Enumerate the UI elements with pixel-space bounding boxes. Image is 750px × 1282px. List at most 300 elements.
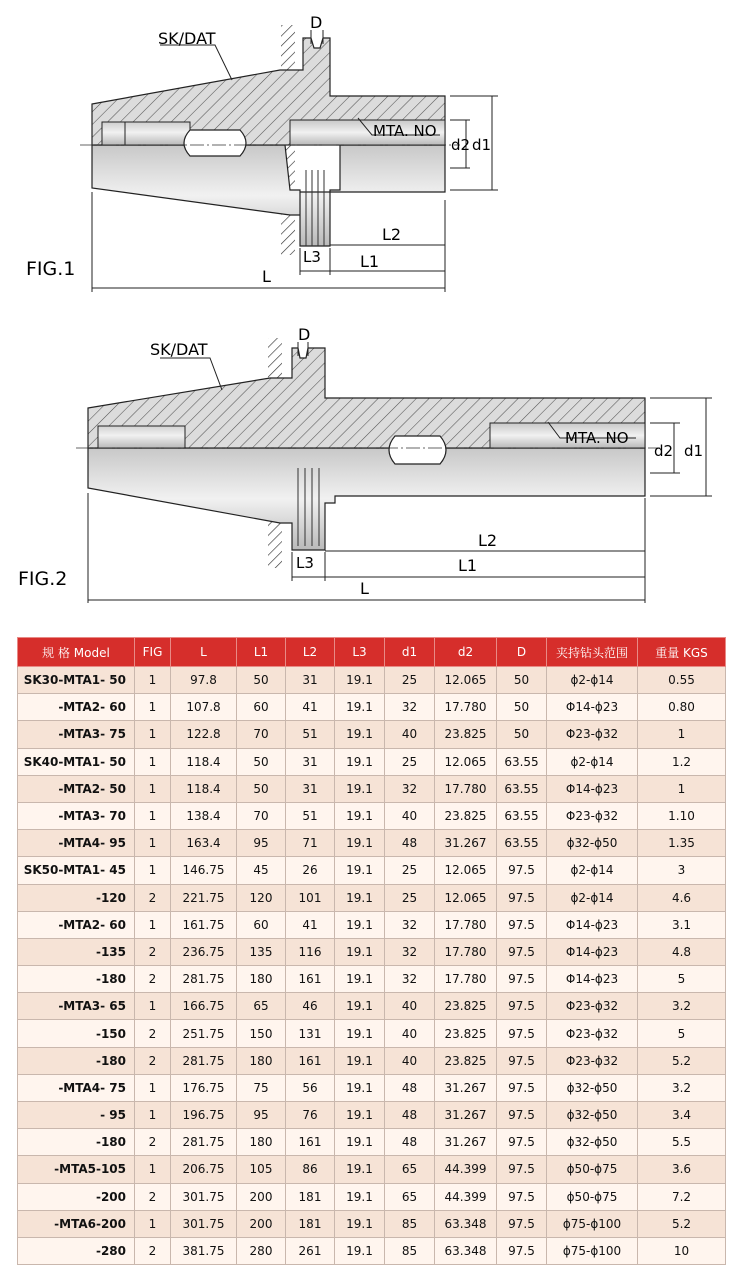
- cell-fig: 1: [135, 1102, 171, 1129]
- cell-d2: 17.780: [435, 694, 497, 721]
- cell-d2: 31.267: [435, 1129, 497, 1156]
- cell-d: 97.5: [497, 1156, 547, 1183]
- cell-model: -MTA2- 50: [18, 775, 135, 802]
- cell-l3: 19.1: [335, 1020, 385, 1047]
- cell-fig: 2: [135, 1183, 171, 1210]
- figure-1: [0, 0, 750, 310]
- cell-drill-range: ϕ32-ϕ50: [547, 1102, 638, 1129]
- cell-model: -MTA3- 70: [18, 802, 135, 829]
- cell-l2: 41: [286, 694, 335, 721]
- cell-d: 97.5: [497, 1210, 547, 1237]
- cell-l3: 19.1: [335, 1156, 385, 1183]
- cell-l1: 200: [237, 1183, 286, 1210]
- cell-model: SK40-MTA1- 50: [18, 748, 135, 775]
- cell-fig: 1: [135, 911, 171, 938]
- cell-l: 97.8: [171, 667, 237, 694]
- header-drill-range: 夹持钻头范围: [547, 638, 638, 667]
- cell-model: -200: [18, 1183, 135, 1210]
- cell-weight: 5.5: [638, 1129, 726, 1156]
- cell-weight: 1.35: [638, 830, 726, 857]
- cell-fig: 1: [135, 748, 171, 775]
- cell-l1: 70: [237, 802, 286, 829]
- cell-l2: 41: [286, 911, 335, 938]
- cell-l3: 19.1: [335, 775, 385, 802]
- l3-label: L3: [296, 554, 314, 572]
- cell-weight: 3.2: [638, 1074, 726, 1101]
- cell-d2: 44.399: [435, 1183, 497, 1210]
- cell-drill-range: ϕ75-ϕ100: [547, 1237, 638, 1264]
- table-row: [18, 1210, 726, 1237]
- cell-l: 236.75: [171, 938, 237, 965]
- cell-d2: 17.780: [435, 966, 497, 993]
- cell-d: 97.5: [497, 1237, 547, 1264]
- cell-fig: 2: [135, 966, 171, 993]
- cell-d: 97.5: [497, 911, 547, 938]
- cell-fig: 2: [135, 884, 171, 911]
- table-row: [18, 966, 726, 993]
- l1-label: L1: [458, 556, 478, 575]
- cell-d1: 25: [385, 748, 435, 775]
- cell-d1: 25: [385, 884, 435, 911]
- cell-drill-range: Φ14-ϕ23: [547, 966, 638, 993]
- cell-model: -MTA2- 60: [18, 694, 135, 721]
- cell-l: 138.4: [171, 802, 237, 829]
- table-row: [18, 1129, 726, 1156]
- cell-fig: 1: [135, 993, 171, 1020]
- cell-model: SK50-MTA1- 45: [18, 857, 135, 884]
- cell-l2: 31: [286, 748, 335, 775]
- cell-l2: 116: [286, 938, 335, 965]
- cell-drill-range: Φ14-ϕ23: [547, 694, 638, 721]
- table-row: [18, 911, 726, 938]
- cell-d: 97.5: [497, 1020, 547, 1047]
- cell-l: 281.75: [171, 1047, 237, 1074]
- lower-body: [88, 448, 645, 550]
- cell-d: 97.5: [497, 857, 547, 884]
- table-row: [18, 857, 726, 884]
- cell-model: -MTA6-200: [18, 1210, 135, 1237]
- cell-d2: 23.825: [435, 993, 497, 1020]
- header-d: D: [497, 638, 547, 667]
- cell-l1: 60: [237, 911, 286, 938]
- cell-d: 50: [497, 667, 547, 694]
- cell-l3: 19.1: [335, 1129, 385, 1156]
- mta-label: MTA. NO: [373, 122, 437, 140]
- header-weight: 重量 KGS: [638, 638, 726, 667]
- cell-l3: 19.1: [335, 694, 385, 721]
- cell-l2: 31: [286, 667, 335, 694]
- cell-l1: 70: [237, 721, 286, 748]
- cell-l1: 65: [237, 993, 286, 1020]
- cell-drill-range: ϕ32-ϕ50: [547, 1074, 638, 1101]
- cell-l3: 19.1: [335, 830, 385, 857]
- cell-l: 281.75: [171, 1129, 237, 1156]
- header-d1: d1: [385, 638, 435, 667]
- cell-l3: 19.1: [335, 1210, 385, 1237]
- cell-fig: 1: [135, 775, 171, 802]
- cell-weight: 5.2: [638, 1210, 726, 1237]
- cell-fig: 1: [135, 830, 171, 857]
- cell-l2: 181: [286, 1210, 335, 1237]
- cell-d2: 12.065: [435, 857, 497, 884]
- cell-model: -180: [18, 966, 135, 993]
- cell-l: 122.8: [171, 721, 237, 748]
- cell-drill-range: Φ14-ϕ23: [547, 911, 638, 938]
- cell-l3: 19.1: [335, 911, 385, 938]
- sk-leader: [160, 45, 232, 80]
- cell-d1: 40: [385, 802, 435, 829]
- cell-l: 221.75: [171, 884, 237, 911]
- cell-model: - 95: [18, 1102, 135, 1129]
- cell-drill-range: ϕ2-ϕ14: [547, 748, 638, 775]
- cell-d1: 65: [385, 1156, 435, 1183]
- cell-l1: 280: [237, 1237, 286, 1264]
- cell-weight: 1.10: [638, 802, 726, 829]
- cell-l3: 19.1: [335, 993, 385, 1020]
- cell-weight: 4.6: [638, 884, 726, 911]
- cell-fig: 2: [135, 1020, 171, 1047]
- cell-d1: 40: [385, 721, 435, 748]
- cell-drill-range: Φ23-ϕ32: [547, 993, 638, 1020]
- cell-l1: 180: [237, 966, 286, 993]
- cell-l2: 76: [286, 1102, 335, 1129]
- cell-l: 281.75: [171, 966, 237, 993]
- cell-l3: 19.1: [335, 1102, 385, 1129]
- cell-d: 97.5: [497, 1129, 547, 1156]
- cell-l: 161.75: [171, 911, 237, 938]
- cell-d2: 23.825: [435, 1020, 497, 1047]
- cell-weight: 3.6: [638, 1156, 726, 1183]
- cell-d2: 44.399: [435, 1156, 497, 1183]
- cell-l1: 95: [237, 1102, 286, 1129]
- cell-l: 206.75: [171, 1156, 237, 1183]
- cell-d2: 17.780: [435, 911, 497, 938]
- cell-l3: 19.1: [335, 966, 385, 993]
- cell-d: 50: [497, 721, 547, 748]
- d-label: D: [298, 325, 311, 344]
- cell-drill-range: Φ23-ϕ32: [547, 802, 638, 829]
- cell-drill-range: ϕ2-ϕ14: [547, 884, 638, 911]
- table-row: [18, 1183, 726, 1210]
- cell-d1: 32: [385, 938, 435, 965]
- table-row: [18, 775, 726, 802]
- cell-l2: 71: [286, 830, 335, 857]
- cell-drill-range: Φ23-ϕ32: [547, 1047, 638, 1074]
- cell-d2: 17.780: [435, 775, 497, 802]
- cell-fig: 1: [135, 721, 171, 748]
- cell-l3: 19.1: [335, 1183, 385, 1210]
- header-l: L: [171, 638, 237, 667]
- cell-drill-range: Φ23-ϕ32: [547, 721, 638, 748]
- cell-l: 251.75: [171, 1020, 237, 1047]
- cell-l1: 200: [237, 1210, 286, 1237]
- cell-weight: 5: [638, 966, 726, 993]
- cell-d2: 31.267: [435, 1074, 497, 1101]
- cell-d: 50: [497, 694, 547, 721]
- cell-model: -MTA3- 75: [18, 721, 135, 748]
- cell-model: -280: [18, 1237, 135, 1264]
- cell-l2: 51: [286, 802, 335, 829]
- cell-fig: 1: [135, 1156, 171, 1183]
- cell-d1: 40: [385, 993, 435, 1020]
- cell-l: 301.75: [171, 1183, 237, 1210]
- cell-d2: 12.065: [435, 884, 497, 911]
- table-body: [18, 667, 726, 1265]
- d2-label: d2: [451, 136, 471, 154]
- figure-2: [0, 318, 750, 618]
- cell-d1: 25: [385, 857, 435, 884]
- cell-l1: 50: [237, 748, 286, 775]
- table-row: [18, 830, 726, 857]
- table-row: [18, 1237, 726, 1264]
- figure-2-drawing: [0, 318, 750, 618]
- cell-l: 176.75: [171, 1074, 237, 1101]
- cell-weight: 4.8: [638, 938, 726, 965]
- cell-l1: 120: [237, 884, 286, 911]
- cell-l3: 19.1: [335, 938, 385, 965]
- cell-d: 63.55: [497, 802, 547, 829]
- table-row: [18, 884, 726, 911]
- cell-model: -MTA3- 65: [18, 993, 135, 1020]
- cell-d1: 48: [385, 830, 435, 857]
- cell-l2: 86: [286, 1156, 335, 1183]
- cell-drill-range: ϕ75-ϕ100: [547, 1210, 638, 1237]
- fig2-caption: FIG.2: [18, 568, 68, 590]
- cell-model: -MTA4- 95: [18, 830, 135, 857]
- cell-d: 97.5: [497, 1102, 547, 1129]
- cell-d: 97.5: [497, 1183, 547, 1210]
- cell-d1: 48: [385, 1102, 435, 1129]
- cell-l2: 31: [286, 775, 335, 802]
- cell-weight: 3.1: [638, 911, 726, 938]
- cell-l2: 161: [286, 1047, 335, 1074]
- cell-l3: 19.1: [335, 721, 385, 748]
- cell-l: 381.75: [171, 1237, 237, 1264]
- cell-l1: 50: [237, 667, 286, 694]
- cell-d2: 63.348: [435, 1237, 497, 1264]
- cell-weight: 5: [638, 1020, 726, 1047]
- table-header-row: [18, 638, 726, 667]
- table-row: [18, 694, 726, 721]
- header-fig: FIG: [135, 638, 171, 667]
- cell-weight: 3: [638, 857, 726, 884]
- cell-d: 97.5: [497, 1074, 547, 1101]
- cell-l1: 180: [237, 1047, 286, 1074]
- cell-d: 63.55: [497, 775, 547, 802]
- cell-drill-range: ϕ2-ϕ14: [547, 667, 638, 694]
- cell-l3: 19.1: [335, 1047, 385, 1074]
- cell-l: 301.75: [171, 1210, 237, 1237]
- table-row: [18, 1102, 726, 1129]
- cell-fig: 1: [135, 1074, 171, 1101]
- cell-d1: 85: [385, 1237, 435, 1264]
- sk-label: SK/DAT: [158, 29, 216, 48]
- cell-l1: 75: [237, 1074, 286, 1101]
- cell-d2: 23.825: [435, 721, 497, 748]
- cell-drill-range: ϕ32-ϕ50: [547, 830, 638, 857]
- cell-l1: 135: [237, 938, 286, 965]
- cell-d1: 40: [385, 1020, 435, 1047]
- cell-d: 63.55: [497, 748, 547, 775]
- l3-label: L3: [303, 248, 321, 266]
- cell-l2: 131: [286, 1020, 335, 1047]
- cell-drill-range: Φ23-ϕ32: [547, 1020, 638, 1047]
- cell-l2: 46: [286, 993, 335, 1020]
- cell-d1: 48: [385, 1074, 435, 1101]
- table-row: [18, 721, 726, 748]
- cell-model: -180: [18, 1129, 135, 1156]
- cell-drill-range: Φ14-ϕ23: [547, 775, 638, 802]
- cell-d1: 85: [385, 1210, 435, 1237]
- cell-l3: 19.1: [335, 802, 385, 829]
- header-model: 规 格 Model: [18, 638, 135, 667]
- cell-d2: 17.780: [435, 938, 497, 965]
- cell-d2: 31.267: [435, 830, 497, 857]
- slot: [389, 436, 446, 464]
- table-row: [18, 748, 726, 775]
- cell-weight: 5.2: [638, 1047, 726, 1074]
- sk-label: SK/DAT: [150, 340, 208, 359]
- cell-d1: 65: [385, 1183, 435, 1210]
- cell-d2: 12.065: [435, 748, 497, 775]
- cell-d: 63.55: [497, 830, 547, 857]
- cell-d1: 32: [385, 966, 435, 993]
- cell-l1: 150: [237, 1020, 286, 1047]
- cell-d2: 12.065: [435, 667, 497, 694]
- cell-d1: 32: [385, 911, 435, 938]
- cell-d2: 23.825: [435, 1047, 497, 1074]
- slot: [184, 130, 246, 156]
- sk-leader: [160, 358, 222, 390]
- cell-weight: 10: [638, 1237, 726, 1264]
- cell-drill-range: ϕ50-ϕ75: [547, 1183, 638, 1210]
- table-row: [18, 667, 726, 694]
- cell-model: -120: [18, 884, 135, 911]
- table-row: [18, 1047, 726, 1074]
- cell-l3: 19.1: [335, 857, 385, 884]
- cell-weight: 0.55: [638, 667, 726, 694]
- cell-l2: 51: [286, 721, 335, 748]
- l2-label: L2: [478, 531, 498, 550]
- l2-label: L2: [382, 225, 402, 244]
- l-label: L: [360, 579, 369, 598]
- d1-label: d1: [472, 136, 492, 154]
- cell-l3: 19.1: [335, 884, 385, 911]
- cell-d2: 63.348: [435, 1210, 497, 1237]
- cell-l3: 19.1: [335, 1237, 385, 1264]
- cell-d: 97.5: [497, 966, 547, 993]
- d1-label: d1: [684, 442, 704, 460]
- cell-l3: 19.1: [335, 1074, 385, 1101]
- fig1-caption: FIG.1: [26, 258, 76, 280]
- cell-d: 97.5: [497, 884, 547, 911]
- cell-l3: 19.1: [335, 667, 385, 694]
- cell-l1: 95: [237, 830, 286, 857]
- cell-fig: 2: [135, 1047, 171, 1074]
- l1-label: L1: [360, 252, 380, 271]
- cell-drill-range: ϕ32-ϕ50: [547, 1129, 638, 1156]
- cell-l: 118.4: [171, 748, 237, 775]
- cell-fig: 2: [135, 1129, 171, 1156]
- cell-model: -150: [18, 1020, 135, 1047]
- cell-weight: 1.2: [638, 748, 726, 775]
- cell-d2: 23.825: [435, 802, 497, 829]
- header-d2: d2: [435, 638, 497, 667]
- table-row: [18, 1020, 726, 1047]
- cell-l2: 181: [286, 1183, 335, 1210]
- table-row: [18, 802, 726, 829]
- cell-d1: 25: [385, 667, 435, 694]
- cell-weight: 1: [638, 775, 726, 802]
- cell-d: 97.5: [497, 993, 547, 1020]
- cell-fig: 1: [135, 667, 171, 694]
- cell-l1: 60: [237, 694, 286, 721]
- cell-fig: 2: [135, 938, 171, 965]
- mta-label: MTA. NO: [565, 429, 629, 447]
- cell-l2: 101: [286, 884, 335, 911]
- l-label: L: [262, 267, 271, 286]
- header-l3: L3: [335, 638, 385, 667]
- cell-model: -MTA2- 60: [18, 911, 135, 938]
- cell-d: 97.5: [497, 938, 547, 965]
- cell-l2: 161: [286, 1129, 335, 1156]
- table-row: [18, 938, 726, 965]
- d-label: D: [310, 13, 323, 32]
- cell-fig: 1: [135, 802, 171, 829]
- d2-label: d2: [654, 442, 674, 460]
- cell-l2: 26: [286, 857, 335, 884]
- cell-d: 97.5: [497, 1047, 547, 1074]
- cell-d1: 32: [385, 775, 435, 802]
- cell-fig: 1: [135, 694, 171, 721]
- cell-l2: 161: [286, 966, 335, 993]
- cell-l2: 261: [286, 1237, 335, 1264]
- cell-fig: 1: [135, 857, 171, 884]
- cell-l1: 50: [237, 775, 286, 802]
- cell-weight: 3.2: [638, 993, 726, 1020]
- cell-model: -180: [18, 1047, 135, 1074]
- cell-l2: 56: [286, 1074, 335, 1101]
- cell-weight: 7.2: [638, 1183, 726, 1210]
- spec-table: [17, 637, 726, 1265]
- cell-d1: 32: [385, 694, 435, 721]
- cell-l1: 105: [237, 1156, 286, 1183]
- cell-l: 166.75: [171, 993, 237, 1020]
- cell-d1: 48: [385, 1129, 435, 1156]
- cell-d1: 40: [385, 1047, 435, 1074]
- cell-drill-range: ϕ50-ϕ75: [547, 1156, 638, 1183]
- cell-weight: 1: [638, 721, 726, 748]
- cell-model: SK30-MTA1- 50: [18, 667, 135, 694]
- cell-fig: 2: [135, 1237, 171, 1264]
- table-row: [18, 1156, 726, 1183]
- cell-l1: 45: [237, 857, 286, 884]
- cell-l1: 180: [237, 1129, 286, 1156]
- cell-model: -MTA5-105: [18, 1156, 135, 1183]
- cell-l: 118.4: [171, 775, 237, 802]
- table-row: [18, 1074, 726, 1101]
- cell-l: 146.75: [171, 857, 237, 884]
- header-l2: L2: [286, 638, 335, 667]
- cell-drill-range: Φ14-ϕ23: [547, 938, 638, 965]
- cell-weight: 0.80: [638, 694, 726, 721]
- cell-fig: 1: [135, 1210, 171, 1237]
- cell-d2: 31.267: [435, 1102, 497, 1129]
- cell-drill-range: ϕ2-ϕ14: [547, 857, 638, 884]
- cell-l: 107.8: [171, 694, 237, 721]
- cell-l: 196.75: [171, 1102, 237, 1129]
- table-row: [18, 993, 726, 1020]
